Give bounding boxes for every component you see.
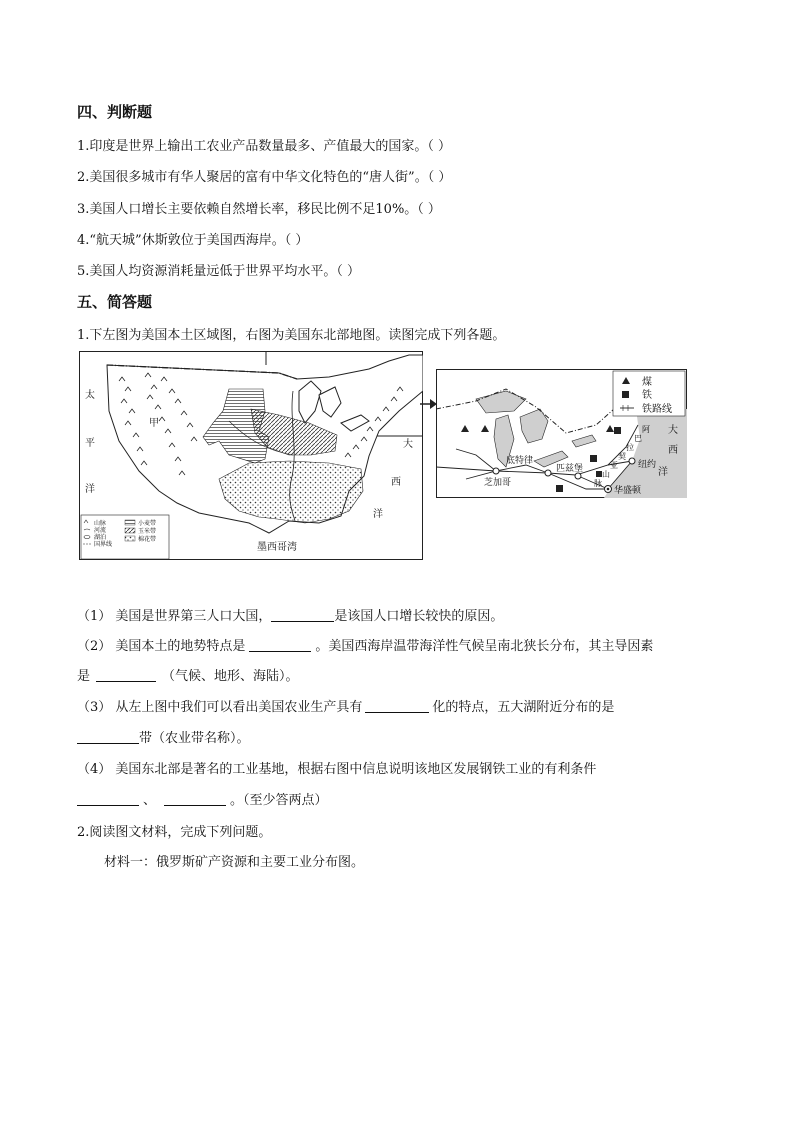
q1-part4-sep: 、 <box>143 793 157 808</box>
legend-river: 河流 <box>94 527 107 534</box>
mtn-char-3: 拉 <box>626 443 634 452</box>
mtn-char-6: 山 <box>602 470 610 479</box>
q1-part2b-post: （气候、地形、海陆）。 <box>162 669 299 684</box>
q1-part4-post: 。（至少答两点） <box>230 793 328 808</box>
mtn-char-2: 巴 <box>634 434 642 443</box>
question-2-intro: 2.阅读图文材料，完成下列问题。 <box>77 825 272 840</box>
q1-part3-blank2[interactable] <box>77 730 139 744</box>
q1-part4-line2 <box>77 789 328 808</box>
label-pacific-1: 太 <box>85 390 95 401</box>
q1-part2b-pre: 是 <box>77 669 91 684</box>
judgment-item-5: 5.美国人均资源消耗量远低于世界平均水平。（ ） <box>77 264 361 279</box>
label-region-jia: 甲 <box>149 418 159 429</box>
q1-part4-line1: （4） 美国东北部是著名的工业基地，根据右图中信息说明该地区发展钢铁工业的有利条件 <box>77 762 597 777</box>
q1-part4-blank2[interactable] <box>164 792 226 806</box>
legend-wheat: 小麦带 <box>138 520 157 527</box>
q1-part3-pre: （3） 从左上图中我们可以看出美国农业生产具有 <box>77 700 363 715</box>
q1-part2-post: 。美国西海岸温带海洋性气候呈南北狭长分布，其主导因素 <box>315 639 654 654</box>
q1-part3-blank1[interactable] <box>365 699 429 713</box>
question-1-intro: 1.下左图为美国本土区域图，右图为美国东北部地图。读图完成下列各题。 <box>77 328 506 343</box>
ne-atlantic-2: 西 <box>668 445 678 456</box>
question-2-material: 材料一：俄罗斯矿产资源和主要工业分布图。 <box>104 855 365 870</box>
q1-part2-pre: （2） 美国本土的地势特点是 <box>77 639 246 654</box>
usa-map-legend <box>81 515 169 559</box>
legend-iron: 铁 <box>642 390 652 401</box>
legend-railway: 铁路线 <box>642 404 672 415</box>
q1-part2-line2 <box>77 665 299 684</box>
q1-part1 <box>77 605 503 624</box>
label-gulf-mexico: 墨西哥湾 <box>257 542 297 553</box>
city-detroit: 底特律 <box>506 456 534 466</box>
q1-part1-pre: （1） 美国是世界第三人口大国， <box>77 609 272 624</box>
mtn-char-1: 阿 <box>642 425 650 434</box>
city-washington: 华盛顿 <box>614 486 642 496</box>
judgment-item-3: 3.美国人口增长主要依赖自然增长率，移民比例不足10%。（ ） <box>77 202 441 217</box>
q1-part2-blank2[interactable] <box>96 668 156 682</box>
q1-part1-post: 是该国人口增长较快的原因。 <box>334 609 504 624</box>
label-atlantic-3: 洋 <box>373 509 383 520</box>
q1-part1-blank[interactable] <box>271 608 334 622</box>
legend-coal: 煤 <box>642 377 652 388</box>
usa-map <box>79 351 423 560</box>
q1-part4-blank1[interactable] <box>77 792 139 806</box>
city-chicago: 芝加哥 <box>484 478 512 488</box>
label-pacific-2: 平 <box>85 438 95 449</box>
judgment-item-2: 2.美国很多城市有华人聚居的富有中华文化特色的“唐人街”。（ ） <box>77 170 452 185</box>
q1-part2-line1 <box>77 635 653 654</box>
judgment-item-4: 4.“航天城”休斯敦位于美国西海岸。（ ） <box>77 233 309 248</box>
legend-cotton: 棉花带 <box>138 536 157 543</box>
legend-lake: 湖泊 <box>94 534 107 541</box>
legend-border: 国界线 <box>94 541 113 548</box>
legend-mountain: 山脉 <box>94 520 107 527</box>
city-newyork: 纽约 <box>638 460 657 470</box>
section-title-judgment: 四、判断题 <box>77 103 153 121</box>
northeast-usa-map <box>436 369 687 498</box>
judgment-item-1: 1.印度是世界上输出工农业产品数量最多、产值最大的国家。（ ） <box>77 139 452 154</box>
section-title-short-answer: 五、简答题 <box>77 293 153 311</box>
label-atlantic-2: 西 <box>391 477 401 488</box>
q1-part2-blank1[interactable] <box>249 638 311 652</box>
q1-part3-line1 <box>77 696 614 715</box>
legend-corn: 玉米带 <box>138 528 157 535</box>
city-pittsburgh: 匹兹堡 <box>556 464 584 474</box>
q1-part3b-post: 带（农业带名称）。 <box>139 731 250 746</box>
mtn-char-4: 契 <box>618 452 626 461</box>
q1-part3-line2 <box>77 727 250 746</box>
ne-atlantic-3: 洋 <box>658 467 668 478</box>
label-atlantic-1: 大 <box>403 439 413 450</box>
mtn-char-7: 脉 <box>594 479 602 488</box>
ne-atlantic-1: 大 <box>668 425 678 436</box>
q1-part3-post: 化的特点，五大湖附近分布的是 <box>432 700 615 715</box>
mtn-char-5: 亚 <box>610 461 618 470</box>
label-pacific-3: 洋 <box>85 484 95 495</box>
